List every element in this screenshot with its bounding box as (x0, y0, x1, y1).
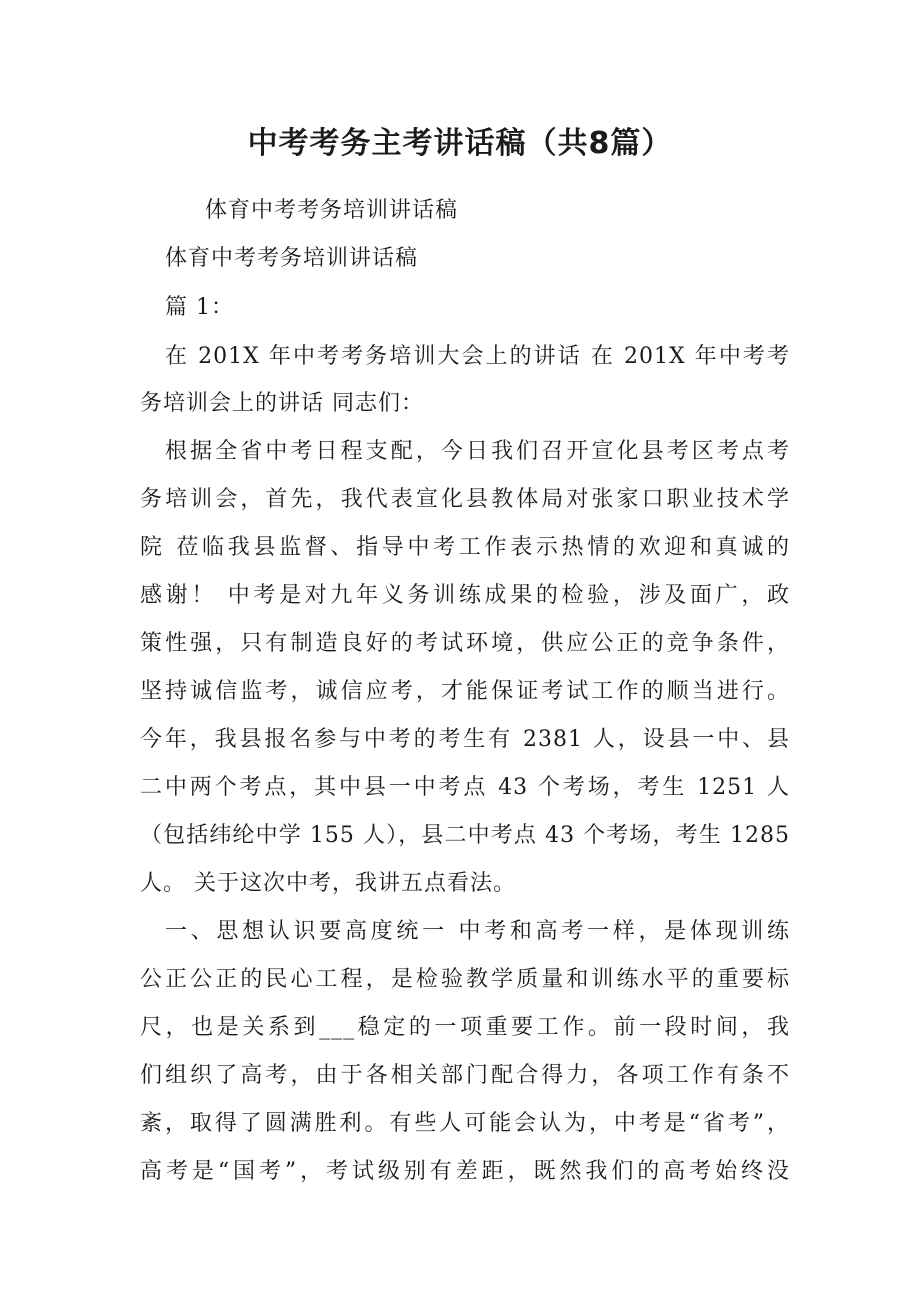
paragraph-line: 感谢！ 中考是对九年义务训练成果的检验，涉及面广，政 (140, 583, 790, 608)
paragraph-line: 高考是“国考”，考试级别有差距，既然我们的高考始终没 (140, 1159, 790, 1184)
section-heading: 体育中考考务培训讲话稿 (165, 246, 419, 271)
section-label: 篇 1： (165, 295, 234, 320)
paragraph-line: 务培训会，首先，我代表宣化县教体局对张家口职业技术学 (140, 487, 790, 512)
paragraph-line: 根据全省中考日程支配，今日我们召开宣化县考区考点考 (165, 439, 790, 464)
paragraph-line: 今年，我县报名参与中考的考生有 2381 人，设县一中、县 (140, 727, 790, 752)
paragraph-line: 院 莅临我县监督、指导中考工作表示热情的欢迎和真诚的 (140, 535, 790, 560)
document-title: 中考考务主考讲话稿（共8篇） (247, 126, 673, 161)
paragraph-line: 公正公正的民心工程，是检验教学质量和训练水平的重要标 (140, 967, 790, 992)
paragraph-line: 尺，也是关系到___稳定的一项重要工作。前一段时间，我 (140, 1015, 790, 1040)
paragraph-line: 务培训会上的讲话 同志们： (140, 391, 424, 416)
paragraph-line: 坚持诚信监考，诚信应考，才能保证考试工作的顺当进行。 (140, 679, 790, 704)
paragraph-line: 在 201X 年中考考务培训大会上的讲话 在 201X 年中考考 (165, 344, 790, 369)
paragraph-line: 策性强，只有制造良好的考试环境，供应公正的竞争条件， (140, 631, 790, 656)
paragraph-line: 紊，取得了圆满胜利。有些人可能会认为，中考是“省考”， (140, 1111, 790, 1136)
paragraph-line: 们组织了高考，由于各相关部门配合得力，各项工作有条不 (140, 1063, 790, 1088)
paragraph-line: （包括纬纶中学 155 人），县二中考点 43 个考场，考生 1285 (140, 823, 790, 848)
paragraph-line: 人。 关于这次中考，我讲五点看法。 (140, 871, 516, 896)
paragraph-line: 一、思想认识要高度统一 中考和高考一样，是体现训练 (165, 919, 790, 944)
document-subtitle: 体育中考考务培训讲话稿 (205, 198, 459, 223)
paragraph-line: 二中两个考点，其中县一中考点 43 个考场，考生 1251 人 (140, 775, 790, 800)
